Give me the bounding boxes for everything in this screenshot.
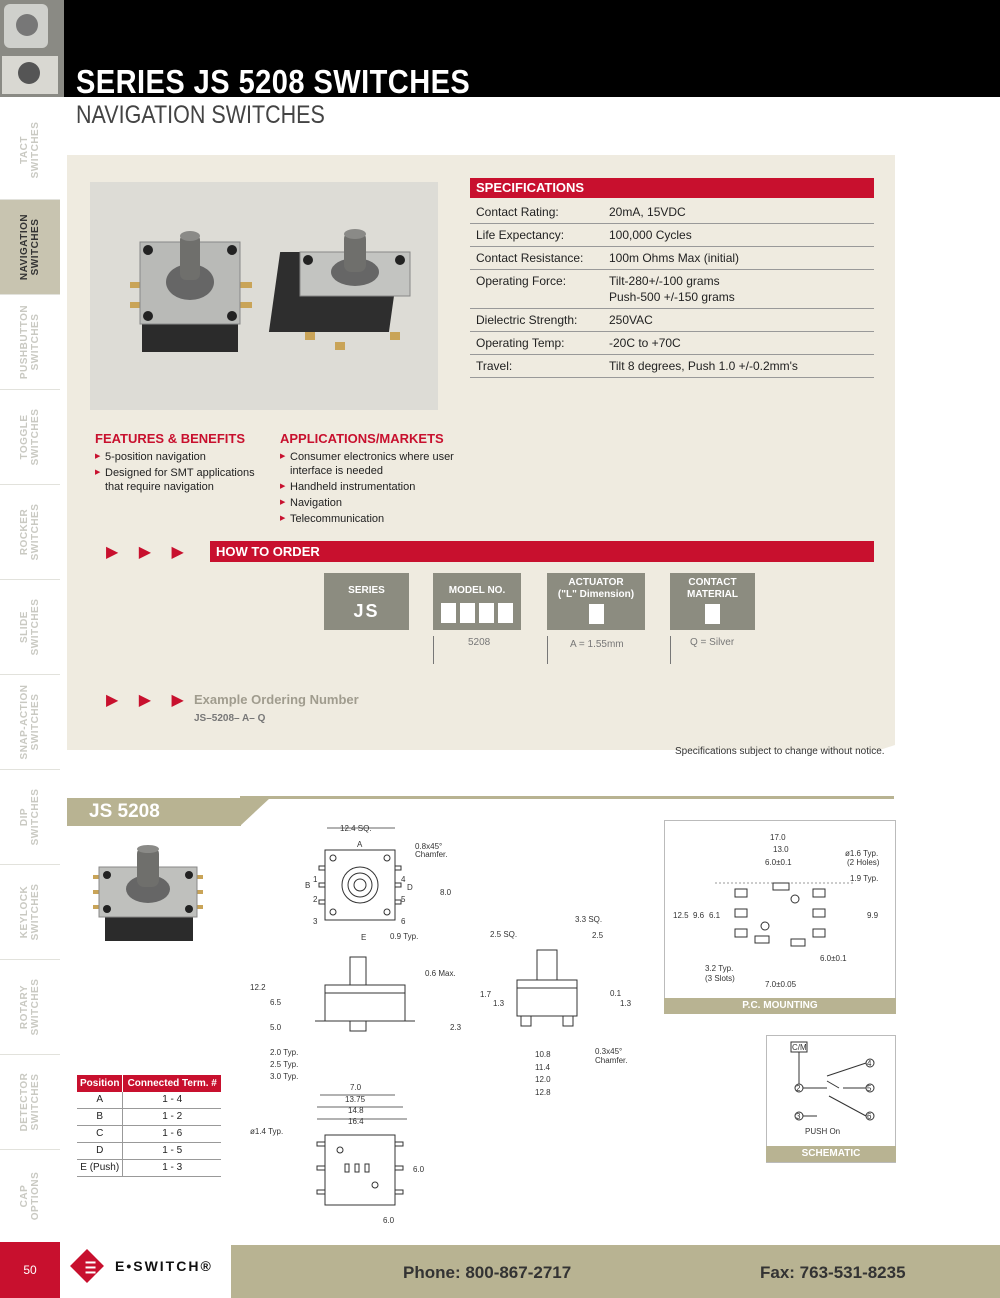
- schematic-box: [766, 1035, 896, 1163]
- sidebar-item-navigation[interactable]: NAVIGATION SWITCHES: [0, 200, 60, 295]
- svg-text:E: E: [361, 933, 367, 942]
- svg-text:(2 Holes): (2 Holes): [847, 858, 880, 867]
- sidebar-item-snap-action[interactable]: SNAP-ACTION SWITCHES: [0, 675, 60, 770]
- svg-text:6: 6: [401, 917, 406, 926]
- contact-material-box: CONTACT MATERIAL: [670, 573, 755, 630]
- category-sidebar: [0, 100, 60, 1242]
- sidebar-item-slide[interactable]: SLIDE SWITCHES: [0, 580, 60, 675]
- svg-text:1.9 Typ.: 1.9 Typ.: [850, 874, 879, 883]
- contact-option: Q = Silver: [690, 637, 735, 648]
- svg-text:2.0 Typ.: 2.0 Typ.: [270, 1048, 299, 1057]
- sidebar-item-rocker[interactable]: ROCKER SWITCHES: [0, 485, 60, 580]
- how-to-order-heading: HOW TO ORDER: [210, 541, 874, 562]
- svg-text:13.75: 13.75: [345, 1095, 366, 1104]
- svg-text:1.3: 1.3: [620, 999, 632, 1008]
- bottom-view-drawing: [245, 1120, 485, 1230]
- spec-row: Contact Rating: 20mA, 15VDC: [470, 201, 874, 224]
- svg-text:3: 3: [313, 917, 318, 926]
- svg-text:3.0 Typ.: 3.0 Typ.: [270, 1072, 299, 1081]
- svg-text:10.8: 10.8: [535, 1050, 551, 1059]
- svg-text:12.0: 12.0: [535, 1075, 551, 1084]
- svg-text:6.0: 6.0: [413, 1165, 425, 1174]
- applications-heading: APPLICATIONS/MARKETS: [280, 431, 444, 446]
- disclaimer-text: Specifications subject to change without notice.: [675, 746, 885, 757]
- side-view-drawing: [245, 945, 475, 1130]
- model-option: 5208: [468, 637, 491, 648]
- specifications-heading: SPECIFICATIONS: [470, 178, 874, 198]
- spec-row: Travel: Tilt 8 degrees, Push 1.0 +/-0.2mm's: [470, 355, 874, 378]
- spec-row: Operating Force: Tilt-280+/-100 grams Push-500 +/-150 grams: [470, 270, 874, 309]
- svg-text:Chamfer.: Chamfer.: [595, 1056, 628, 1065]
- list-item: ▶ Consumer electronics where user interface is needed: [280, 450, 460, 478]
- divider: [433, 636, 434, 664]
- svg-text:1.7: 1.7: [480, 990, 492, 999]
- example-arrows-icon: ▶ ▶ ▶: [106, 692, 192, 709]
- svg-text:12.8: 12.8: [535, 1088, 551, 1097]
- model-number-box: MODEL NO.: [433, 573, 521, 630]
- svg-text:6.0: 6.0: [383, 1216, 395, 1225]
- svg-text:6.0±0.1: 6.0±0.1: [820, 954, 847, 963]
- svg-text:7.0: 7.0: [350, 1083, 362, 1092]
- fax-number: Fax: 763-531-8235: [760, 1263, 906, 1282]
- svg-text:5: 5: [867, 1084, 872, 1093]
- svg-text:2.5: 2.5: [592, 931, 604, 940]
- table-row: C 1 - 6: [77, 1126, 221, 1143]
- svg-text:(3 Slots): (3 Slots): [705, 974, 735, 983]
- list-item: ▶ Designed for SMT applications that require navigation: [95, 466, 275, 494]
- svg-text:0.3x45°: 0.3x45°: [595, 1047, 623, 1056]
- sidebar-item-pushbutton[interactable]: PUSHBUTTON SWITCHES: [0, 295, 60, 390]
- svg-text:3: 3: [796, 1112, 801, 1121]
- svg-text:1.3: 1.3: [493, 999, 505, 1008]
- svg-text:2: 2: [313, 895, 318, 904]
- series-box: SERIES JS: [324, 573, 409, 630]
- example-ordering-number: JS–5208– A– Q: [194, 713, 266, 724]
- svg-text:4: 4: [401, 875, 406, 884]
- example-ordering-title: Example Ordering Number: [194, 692, 359, 707]
- list-item: ▶ Navigation: [280, 496, 460, 510]
- svg-text:3.3 SQ.: 3.3 SQ.: [575, 915, 603, 924]
- svg-text:2.3: 2.3: [450, 1023, 462, 1032]
- table-header: Connected Term. #: [123, 1075, 221, 1092]
- pc-mounting-box: [664, 820, 896, 1013]
- svg-text:6.0±0.1: 6.0±0.1: [765, 858, 792, 867]
- sidebar-item-rotary[interactable]: ROTARY SWITCHES: [0, 960, 60, 1055]
- brand-logo: E•SWITCH®: [75, 1252, 213, 1280]
- svg-text:12.4 SQ.: 12.4 SQ.: [340, 824, 372, 833]
- svg-text:6.5: 6.5: [270, 998, 282, 1007]
- svg-text:5: 5: [401, 895, 406, 904]
- spec-row: Operating Temp: -20C to +70C: [470, 332, 874, 355]
- svg-text:Chamfer.: Chamfer.: [415, 850, 448, 859]
- svg-text:17.0: 17.0: [770, 833, 786, 842]
- product-small-photo: [85, 845, 225, 955]
- pc-mounting-label: P.C. MOUNTING: [664, 998, 896, 1014]
- table-row: A 1 - 4: [77, 1092, 221, 1109]
- svg-text:8.0: 8.0: [440, 888, 452, 897]
- svg-text:11.4: 11.4: [535, 1063, 550, 1072]
- svg-text:12.2: 12.2: [250, 983, 266, 992]
- sidebar-item-tact[interactable]: TACT SWITCHES: [0, 100, 60, 200]
- svg-text:14.8: 14.8: [348, 1106, 364, 1115]
- list-item: ▶ Handheld instrumentation: [280, 480, 460, 494]
- sidebar-item-cap-options[interactable]: CAP OPTIONS: [19, 1171, 41, 1221]
- table-row: E (Push) 1 - 3: [77, 1160, 221, 1177]
- divider: [547, 636, 548, 664]
- sidebar-item-detector[interactable]: DETECTOR SWITCHES: [0, 1055, 60, 1150]
- sidebar-item-dip[interactable]: DIP SWITCHES: [0, 770, 60, 865]
- order-arrows-icon: ▶ ▶ ▶: [106, 544, 192, 561]
- specifications-table: [470, 201, 874, 378]
- table-header: Position: [77, 1075, 123, 1092]
- divider: [670, 636, 671, 664]
- page-title: SERIES JS 5208 SWITCHES: [76, 63, 471, 100]
- svg-text:6: 6: [867, 1112, 872, 1121]
- svg-text:0.9 Typ.: 0.9 Typ.: [390, 932, 419, 941]
- svg-text:1: 1: [313, 875, 318, 884]
- header-thumbnail-image: [0, 0, 64, 97]
- features-heading: FEATURES & BENEFITS: [95, 431, 245, 446]
- svg-text:5.0: 5.0: [270, 1023, 282, 1032]
- svg-text:13.0: 13.0: [773, 845, 789, 854]
- spec-row: Dielectric Strength: 250VAC: [470, 309, 874, 332]
- spec-row: Contact Resistance: 100m Ohms Max (initial): [470, 247, 874, 270]
- svg-text:D: D: [407, 883, 413, 892]
- position-table: [77, 1075, 221, 1177]
- spec-row: Life Expectancy: 100,000 Cycles: [470, 224, 874, 247]
- page-subtitle: NAVIGATION SWITCHES: [76, 101, 325, 129]
- svg-text:0.1: 0.1: [610, 989, 622, 998]
- list-item: ▶ Telecommunication: [280, 512, 460, 526]
- page-number: 50: [0, 1242, 60, 1298]
- svg-text:16.4: 16.4: [348, 1117, 364, 1126]
- svg-text:12.5: 12.5: [673, 911, 689, 920]
- product-photo: [90, 182, 438, 410]
- svg-text:C/M: C/M: [792, 1043, 807, 1052]
- svg-text:7.0±0.05: 7.0±0.05: [765, 980, 797, 989]
- svg-text:0.8x45°: 0.8x45°: [415, 842, 443, 851]
- e-switch-logo-icon: [70, 1249, 104, 1283]
- svg-text:9.6: 9.6: [693, 911, 705, 920]
- applications-list: [280, 450, 460, 528]
- svg-text:2: 2: [796, 1084, 801, 1093]
- svg-text:2.5 Typ.: 2.5 Typ.: [270, 1060, 299, 1069]
- svg-text:ø1.4 Typ.: ø1.4 Typ.: [250, 1127, 284, 1136]
- table-row: B 1 - 2: [77, 1109, 221, 1126]
- product-section-title: JS 5208: [67, 798, 241, 826]
- svg-text:PUSH On: PUSH On: [805, 1127, 841, 1136]
- svg-text:6.1: 6.1: [709, 911, 721, 920]
- schematic-label: SCHEMATIC: [766, 1146, 896, 1162]
- actuator-option: A = 1.55mm: [570, 639, 624, 650]
- features-list: [95, 450, 275, 496]
- svg-text:A: A: [357, 840, 363, 849]
- svg-text:9.9: 9.9: [867, 911, 879, 920]
- actuator-box: ACTUATOR ("L" Dimension): [547, 573, 645, 630]
- svg-text:2.5 SQ.: 2.5 SQ.: [490, 930, 518, 939]
- right-view-drawing: [445, 905, 645, 1100]
- section-rule: [240, 796, 894, 799]
- svg-text:B: B: [305, 881, 311, 890]
- sidebar-item-toggle[interactable]: TOGGLE SWITCHES: [0, 390, 60, 485]
- svg-text:0.6 Max.: 0.6 Max.: [425, 969, 456, 978]
- sidebar-item-keylock[interactable]: KEYLOCK SWITCHES: [0, 865, 60, 960]
- phone-number: Phone: 800-867-2717: [403, 1263, 572, 1282]
- svg-text:3.2 Typ.: 3.2 Typ.: [705, 964, 734, 973]
- svg-text:ø1.6 Typ.: ø1.6 Typ.: [845, 849, 879, 858]
- list-item: ▶ 5-position navigation: [95, 450, 275, 464]
- table-row: D 1 - 5: [77, 1143, 221, 1160]
- svg-text:4: 4: [867, 1059, 872, 1068]
- section-band-end: [240, 798, 270, 826]
